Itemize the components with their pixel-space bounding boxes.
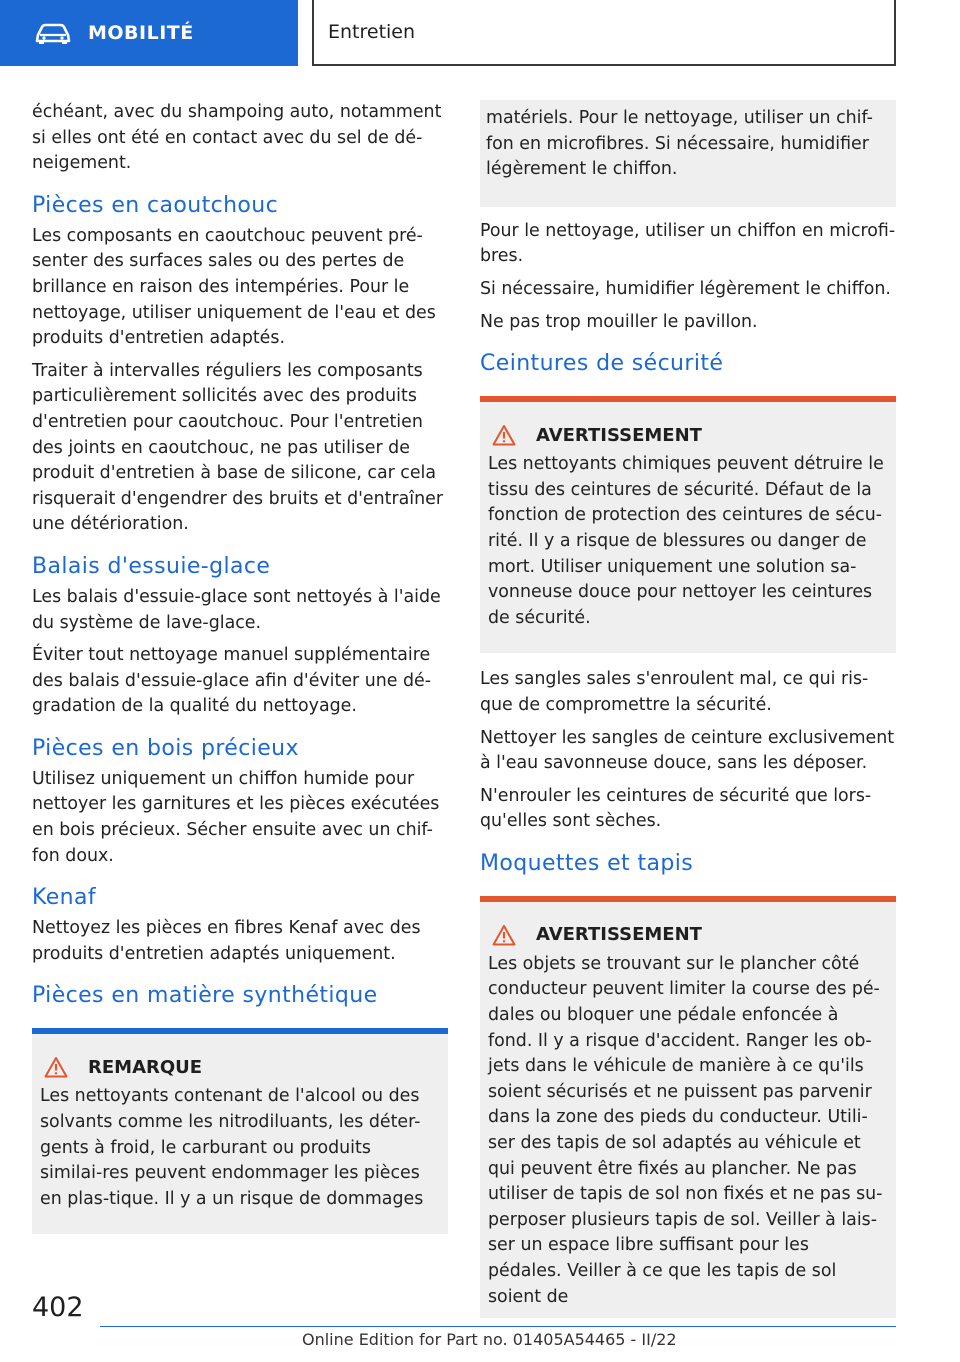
remarque-notice <box>32 1028 448 1234</box>
balais-p2: Éviter tout nettoyage manuel supplémentaire des balais d'essuie-glace afin d'éviter une dé-gradation de la qualité du nettoyage. <box>32 645 431 717</box>
heading-balais: Balais d'essuie-glace <box>32 553 271 579</box>
heading-caoutchouc: Pièces en caoutchouc <box>32 192 279 218</box>
moquettes-warning <box>480 896 896 1318</box>
ceintures-p2: Nettoyer les sangles de ceinture exclusivement à l'eau savonneuse douce, sans les déposer. <box>480 727 895 774</box>
balais-p1: Les balais d'essuie-glace sont nettoyés à l'aide du système de lave-glace. <box>32 586 441 633</box>
notice-text: Les nettoyants contenant de l'alcool ou des solvants comme les nitrodiluants, les déter-gents à froid, le carburant ou produits similai-res peuvent endommager les pièces en plas-tique. Il y a un risque de dommages <box>40 1086 424 1209</box>
warning-triangle-icon <box>44 1056 68 1078</box>
warning-title: AVERTISSEMENT <box>536 924 702 946</box>
warning-title: AVERTISSEMENT <box>536 424 702 446</box>
warning-triangle-icon <box>492 924 516 946</box>
section-label: MOBILITÉ <box>88 22 194 44</box>
chapter-label: Entretien <box>328 21 416 43</box>
intro-text: échéant, avec du shampoing auto, notamment si elles ont été en contact avec du sel de dé-neigement. <box>32 102 442 174</box>
heading-kenaf: Kenaf <box>32 885 97 911</box>
warning-triangle-icon <box>492 424 516 446</box>
car-icon <box>34 21 72 45</box>
left-column <box>32 100 448 1248</box>
right-column <box>480 100 896 1332</box>
ceintures-p3: N'enrouler les ceintures de sécurité que lors-qu'elles sont sèches. <box>480 785 872 832</box>
ceintures-warning <box>480 396 896 653</box>
chapter-title <box>312 0 896 66</box>
pavillon-p2: Si nécessaire, humidifier légèrement le chiffon. <box>480 278 891 299</box>
page-number: 402 <box>32 1292 84 1323</box>
heading-ceintures: Ceintures de sécurité <box>480 351 724 377</box>
footer-divider <box>100 1326 896 1327</box>
heading-bois: Pièces en bois précieux <box>32 735 299 761</box>
bois-p1: Utilisez uniquement un chiffon humide pour nettoyer les garnitures et les pièces exécutées en bois précieux. Sécher ensuite avec un chif-fon doux. <box>32 768 440 866</box>
kenaf-p1: Nettoyez les pièces en fibres Kenaf avec des produits d'entretien adaptés uniquement. <box>32 918 421 964</box>
section-tab[interactable] <box>0 0 298 66</box>
remarque-notice-continued <box>480 100 896 207</box>
heading-moquettes: Moquettes et tapis <box>480 850 694 876</box>
ceintures-p1: Les sangles sales s'enroulent mal, ce qui ris-que de compromettre la sécurité. <box>480 669 869 715</box>
footer-edition: Online Edition for Part no. 01405A54465 - II/22 <box>302 1330 677 1349</box>
pavillon-p1: Pour le nettoyage, utiliser un chiffon en microfi-bres. <box>480 220 896 267</box>
pavillon-p3: Ne pas trop mouiller le pavillon. <box>480 311 758 332</box>
heading-synthetique: Pièces en matière synthétique <box>32 983 378 1009</box>
notice-continued-text: matériels. Pour le nettoyage, utiliser un chif-fon en microfibres. Si nécessaire, humidifier légèrement le chiffon. <box>486 108 873 180</box>
warning-text: Les objets se trouvant sur le plancher côté conducteur peuvent limiter la course des pé-dales ou bloquer une pédale enfoncée à fond. Il y a risque d'accident. Ranger les ob-jets dans le véhicule de manière à ce qu'ils soient sécurisés et ne puissent pas parvenir dans la zone des pieds du conducteur. Utili-ser des tapis de sol adaptés au véhicule et qui peuvent être fixés au plancher. Ne pas utiliser de tapis de sol non fixés et ne pas su-perposer plusieurs tapis de sol. Veiller à lais-ser un espace libre suffisant pour les pédales. Veiller à ce que les tapis de sol soient de <box>488 953 883 1307</box>
notice-title: REMARQUE <box>88 1056 203 1078</box>
caoutchouc-p1: Les composants en caoutchouc peuvent pré-senter des surfaces sales ou des pertes de brillance en raison des intempéries. Pour le nettoyage, utiliser uniquement de l'eau et des produits d'entretien adaptés. <box>32 225 436 349</box>
caoutchouc-p2: Traiter à intervalles réguliers les composants particulièrement sollicités avec des produits d'entretien pour caoutchouc. Pour l'entretien des joints en caoutchouc, ne pas utiliser de produit d'entretien à base de silicone, car cela risquerait d'engendrer des bruits et d'entraîner une détérioration. <box>32 360 443 535</box>
warning-text: Les nettoyants chimiques peuvent détruire le tissu des ceintures de sécurité. Défaut de la fonction de protection des ceintures de sécu-rité. Il y a risque de blessures ou danger de mort. Utiliser uniquement une solution sa-vonneuse douce pour nettoyer les ceintures de sécurité. <box>488 454 884 628</box>
